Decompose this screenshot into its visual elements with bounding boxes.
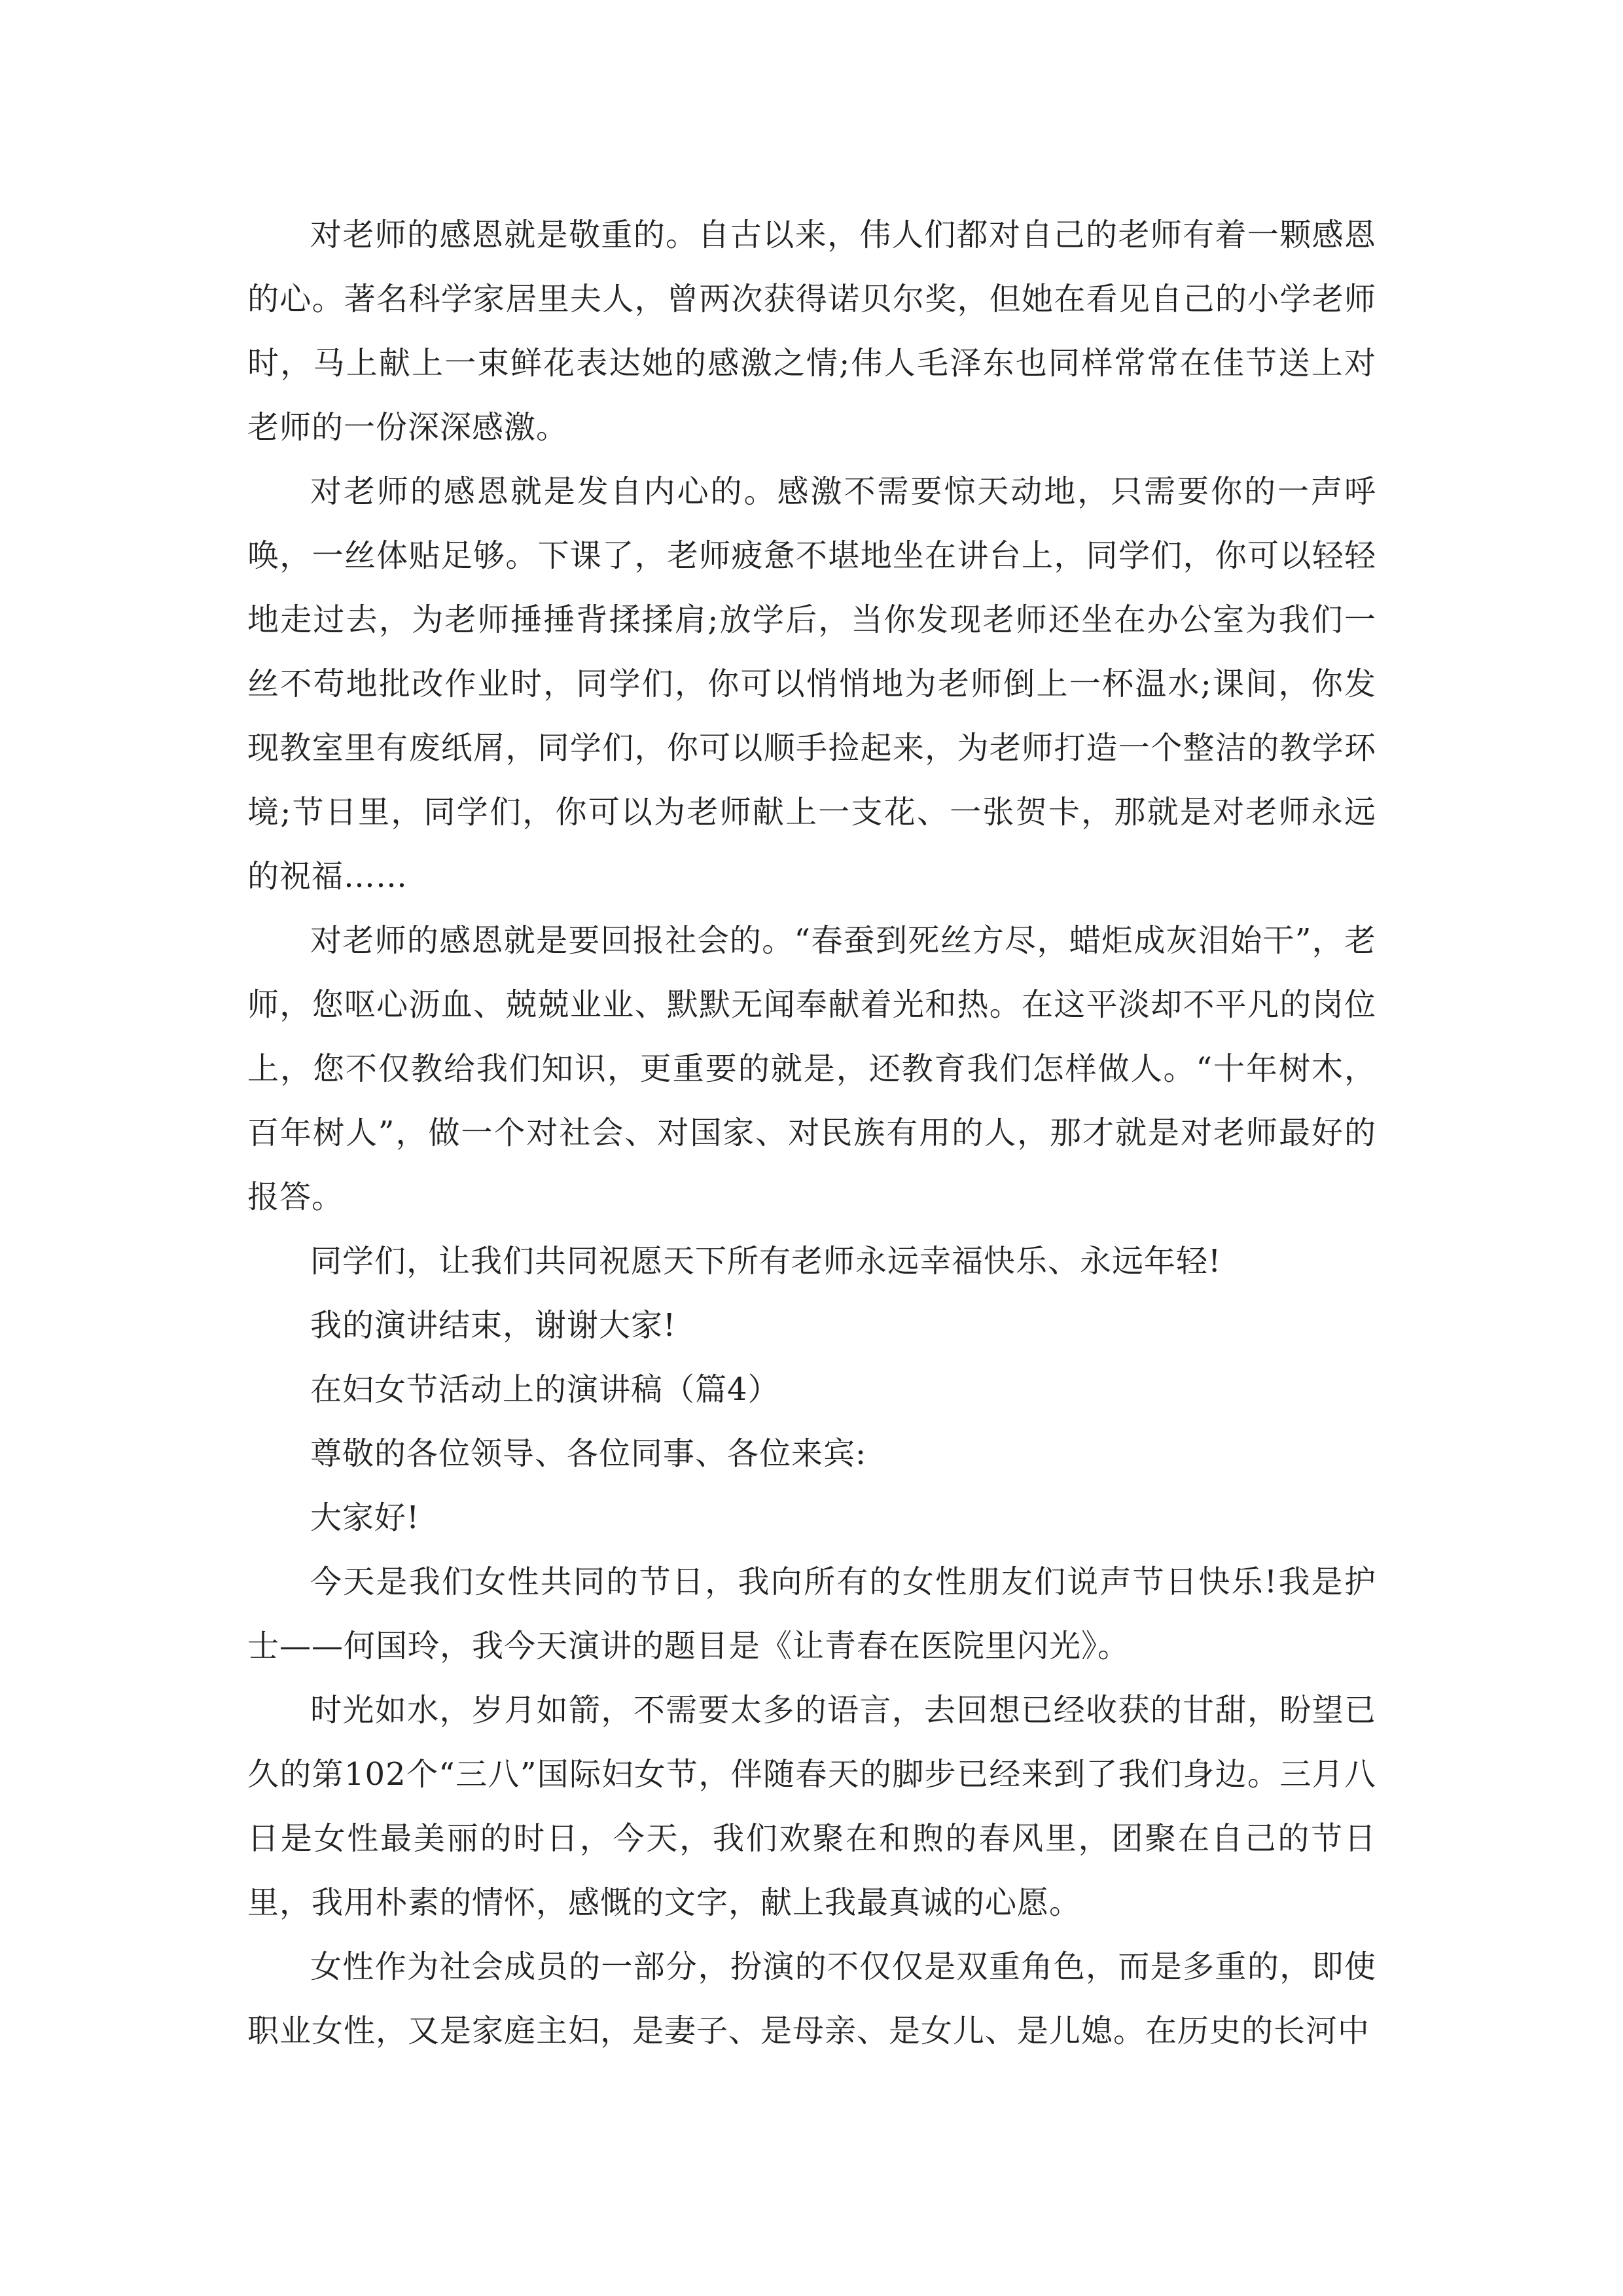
paragraph-teacher-repay-society: 对老师的感恩就是要回报社会的。“春蚕到死丝方尽，蜡炬成灰泪始干”，老师，您呕心沥血、兢兢业业、默默无闻奉献着光和热。在这平淡却不平凡的岗位上，您不仅教给我们知识，更重要的就是，还教育我们怎样做人。“十年树木，百年树人”，做一个对社会、对国家、对民族有用的人，那才就是对老师最好的报答。 (247, 922, 1376, 1215)
paragraph-introduction: 今天是我们女性共同的节日，我向所有的女性朋友们说声节日快乐!我是护士——何国玲，我今天演讲的题目是《让青春在医院里闪光》。 (247, 1564, 1376, 1664)
paragraph-closing: 我的演讲结束，谢谢大家! (310, 1307, 677, 1344)
paragraph-teacher-heartfelt: 对老师的感恩就是发自内心的。感激不需要惊天动地，只需要你的一声呼唤，一丝体贴足够。下课了，老师疲惫不堪地坐在讲台上，同学们，你可以轻轻地走过去，为老师捶捶背揉揉肩;放学后，当你发现老师还坐在办公室为我们一丝不苟地批改作业时，同学们，你可以悄悄地为老师倒上一杯温水;课间，你发现教室里有废纸屑，同学们，你可以顺手捡起来，为老师打造一个整洁的教学环境;节日里，同学们，你可以为老师献上一支花、一张贺卡，那就是对老师永远的祝福…… (247, 473, 1376, 895)
paragraph-greeting: 大家好! (310, 1499, 420, 1536)
paragraph-teacher-respect: 对老师的感恩就是敬重的。自古以来，伟人们都对自己的老师有着一颗感恩的心。著名科学家居里夫人，曾两次获得诺贝尔奖，但她在看见自己的小学老师时，马上献上一束鲜花表达她的感激之情;伟人毛泽东也同样常常在佳节送上对老师的一份深深感激。 (247, 217, 1376, 446)
document-body (247, 203, 1376, 2063)
paragraph-women-roles: 女性作为社会成员的一部分，扮演的不仅仅是双重角色，而是多重的，即使职业女性，又是家庭主妇，是妻子、是母亲、是女儿、是儿媳。在历史的长河中 (247, 1948, 1376, 2049)
paragraph-wishes: 同学们，让我们共同祝愿天下所有老师永远幸福快乐、永远年轻! (310, 1243, 1222, 1280)
paragraph-salutation: 尊敬的各位领导、各位同事、各位来宾: (310, 1435, 867, 1472)
section-title: 在妇女节活动上的演讲稿（篇4） (310, 1371, 780, 1408)
paragraph-womens-day: 时光如水，岁月如箭，不需要太多的语言，去回想已经收获的甘甜，盼望已久的第102个“三八”国际妇女节，伴随春天的脚步已经来到了我们身边。三月八日是女性最美丽的时日，今天，我们欢聚在和煦的春风里，团聚在自己的节日里，我用朴素的情怀，感慨的文字，献上我最真诚的心愿。 (247, 1692, 1376, 1921)
